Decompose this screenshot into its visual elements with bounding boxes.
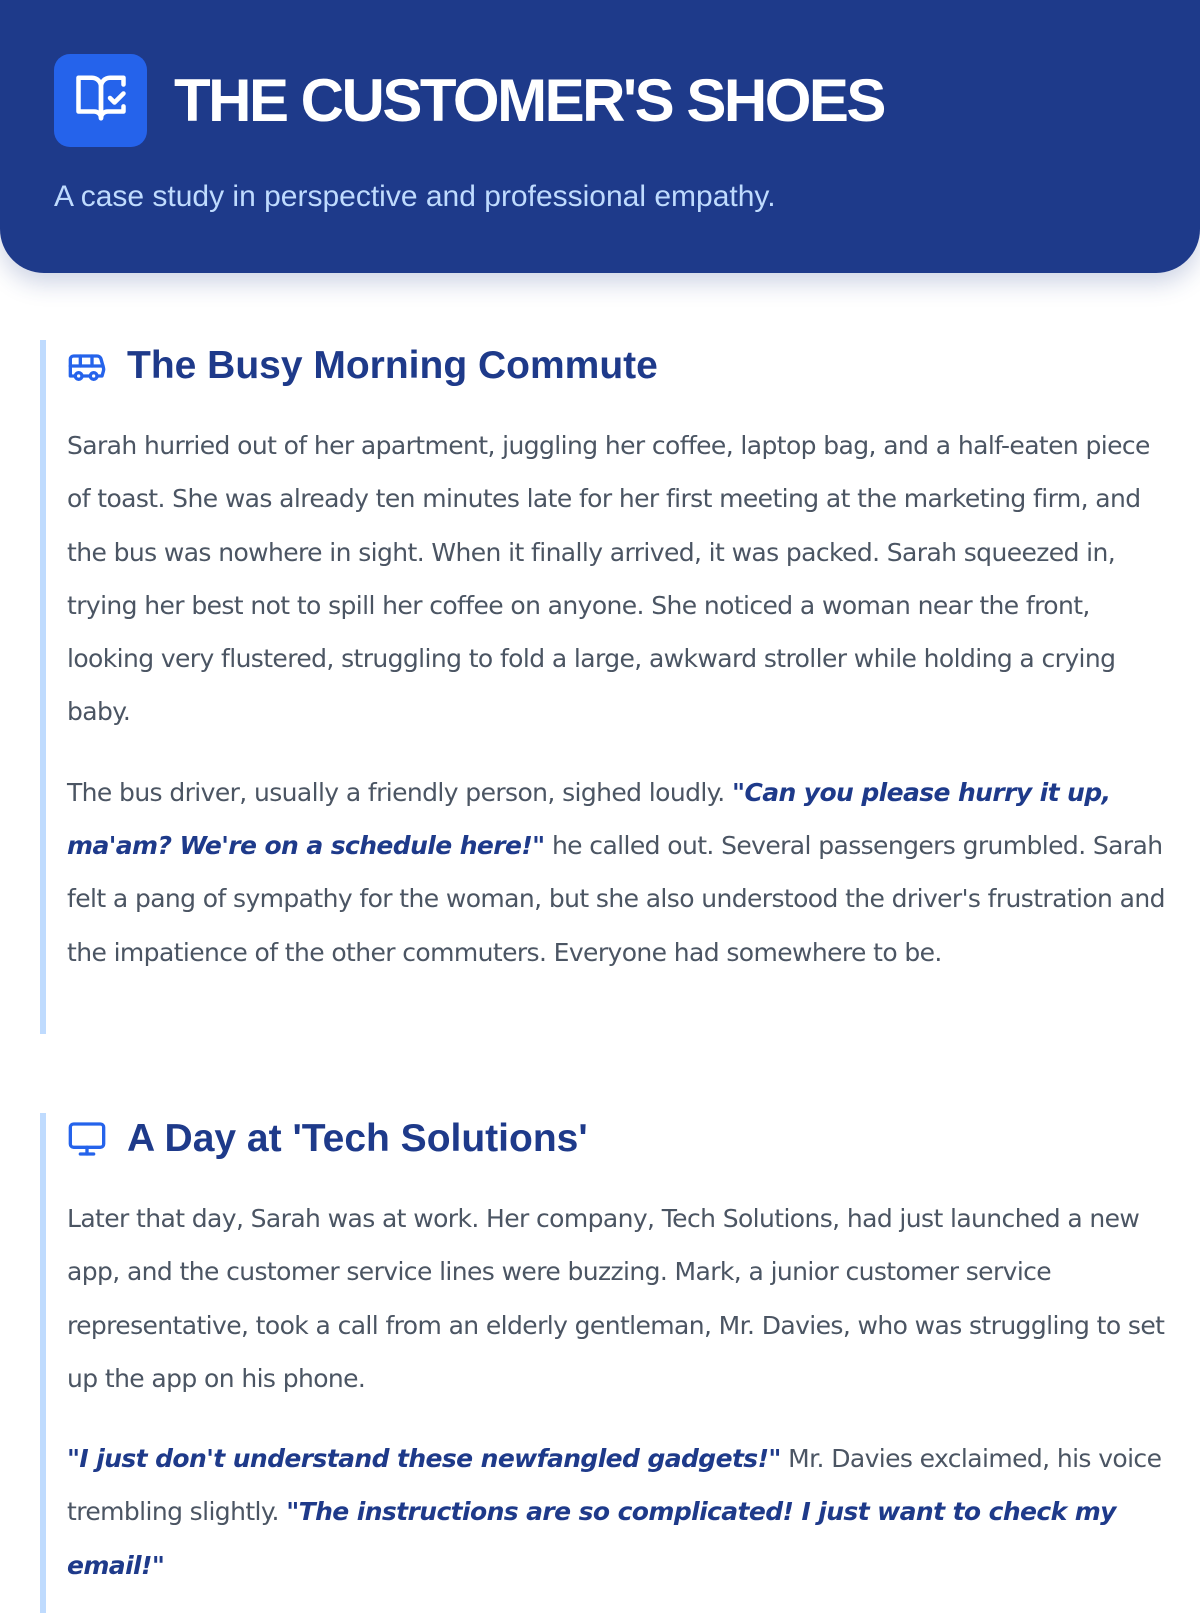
dialogue-quote: "The instructions are so complicated! I just want to check my email!" [67,1497,1116,1580]
page-title: THE CUSTOMER'S SHOES [174,67,884,134]
section-paragraph [67,766,1177,979]
section-paragraph: Sarah hurried out of her apartment, juggling her coffee, laptop bag, and a half-eaten piece of toast. She was already ten minutes late for her first meeting at the marketing firm, and the bus was nowhere in sight. When it finally arrived, it was packed. Sarah squeezed in, trying her best not to spill her coffee on anyone. She noticed a woman near the front, looking very flustered, struggling to fold a large, awkward stroller while holding a crying baby. [67,431,1150,727]
section-title: A Day at 'Tech Solutions' [127,1117,588,1160]
dialogue-quote: "I just don't understand these newfangled gadgets!" [67,1444,781,1474]
section-paragraph: Later that day, Sarah was at work. Her company, Tech Solutions, had just launched a new app, and the customer service lines were buzzing. Mark, a junior customer service representative, took a call from an elderly gentleman, Mr. Davies, who was struggling to set up the app on his phone. [67,1204,1165,1393]
narration-text: Mr. Davies exclaimed, his voice trembling slightly. [67,1444,1162,1527]
logo-badge [54,54,147,147]
monitor-icon [67,1119,107,1159]
section-paragraph [67,1432,1177,1592]
bus-icon [67,346,107,386]
page-header [0,0,1200,273]
section-heading [67,340,1140,392]
section-tech-solutions [40,1113,1165,1613]
narration-text: The bus driver, usually a friendly person, sighed loudly. [67,777,725,807]
book-open-check-icon [74,71,128,130]
page-subtitle: A case study in perspective and professional empathy. [54,180,776,213]
section-morning-commute [40,340,1165,1034]
dialogue-quote: "Can you please hurry it up, ma'am? We're on a schedule here!" [67,777,1111,861]
section-heading [67,1113,1140,1165]
narration-text: he called out. Several passengers grumbled. Sarah felt a pang of sympathy for the woman, but she also understood the driver's frustration and the impatience of the other commuters. Everyone had somewhere to be. [67,831,1165,967]
section-title: The Busy Morning Commute [127,344,658,387]
